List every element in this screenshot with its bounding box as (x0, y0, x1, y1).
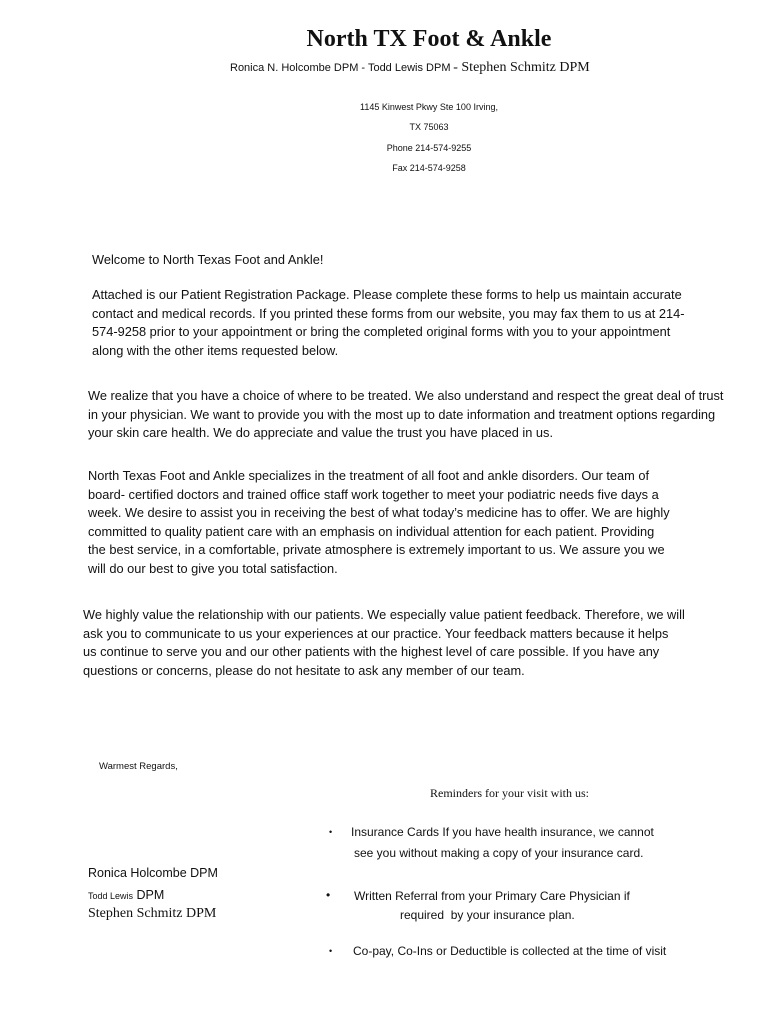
paragraph-line: your skin care health. We do appreciate and value the trust you have placed in us. (88, 425, 553, 440)
reminder-copay: Co-pay, Co-Ins or Deductible is collected at the time of visit (353, 944, 667, 958)
doctor-third: - Stephen Schmitz DPM (453, 60, 590, 75)
practice-name: North TX Foot & Ankle (306, 26, 552, 52)
signature-lewis (88, 888, 164, 902)
paragraph-choice (88, 387, 724, 443)
paragraph-line: the best service, in a comfortable, private atmosphere is extremely important to us. We assure you we (88, 542, 665, 557)
bullet-icon: • (326, 888, 331, 902)
paragraph-line: will do our best to give you total satisfaction. (88, 560, 338, 576)
paragraph-registration (92, 286, 685, 360)
bullet-icon: • (329, 946, 333, 956)
closing-regards: Warmest Regards, (99, 761, 178, 772)
paragraph-line: contact and medical records. If you printed these forms from our website, you may fax them to us at 214- (92, 305, 685, 321)
greeting: Welcome to North Texas Foot and Ankle! (92, 252, 324, 267)
phone: Phone 214-574-9255 (386, 143, 472, 153)
signature-schmitz: Stephen Schmitz DPM (88, 906, 217, 921)
paragraph-feedback (83, 606, 685, 680)
paragraph-line: 574-9258 prior to your appointment or bring the completed original forms with you to your appointment (92, 324, 671, 339)
paragraph-line: week. We desire to assist you in receiving the best of what today’s medicine has to offer. We are highly (88, 505, 670, 520)
paragraph-line: North Texas Foot and Ankle specializes in the treatment of all foot and ankle disorders. Our team of (88, 468, 649, 483)
doctors-names: Ronica N. Holcombe DPM - Todd Lewis DPM (230, 62, 451, 74)
signature-lewis-title: DPM (136, 888, 165, 902)
signature-holcombe: Ronica Holcombe DPM (88, 866, 218, 880)
address-line2: TX 75063 (409, 122, 449, 132)
paragraph-specialization (88, 467, 670, 578)
address-line1: 1145 Kinwest Pkwy Ste 100 Irving, (360, 102, 498, 112)
fax: Fax 214-574-9258 (392, 163, 466, 173)
bullet-icon: • (329, 827, 333, 837)
signature-lewis-name: Todd Lewis (88, 891, 134, 901)
paragraph-line: committed to quality patient care with an emphasis on individual attention for each patient. Providing (88, 523, 655, 539)
paragraph-line: in your physician. We want to provide you with the most up to date information and treatment options regarding (88, 406, 716, 422)
paragraph-line: along with the other items requested below. (92, 342, 339, 358)
paragraph-line: Attached is our Patient Registration Package. Please complete these forms to help us maintain accurate (92, 287, 682, 302)
reminder-insurance-line1: Insurance Cards If you have health insurance, we cannot (351, 825, 654, 839)
paragraph-line: board- certified doctors and trained office staff work together to meet your podiatric needs five days a (88, 486, 659, 502)
reminders-title: Reminders for your visit with us: (430, 786, 589, 800)
reminder-referral-line1: Written Referral from your Primary Care Physician if (354, 889, 630, 903)
doctors-line (230, 60, 590, 76)
paragraph-line: We highly value the relationship with our patients. We especially value patient feedback. Therefore, we will (83, 607, 685, 622)
reminder-referral-line2: required by your insurance plan. (400, 908, 575, 922)
reminder-insurance-line2: see you without making a copy of your insurance card. (354, 846, 644, 860)
paragraph-line: us continue to serve you and our other patients with the highest level of care possible. If you have any (83, 644, 660, 659)
paragraph-line: questions or concerns, please do not hesitate to ask any member of our team. (83, 662, 525, 678)
paragraph-line: We realize that you have a choice of where to be treated. We also understand and respect the great deal of trust (88, 388, 724, 403)
paragraph-line: ask you to communicate to us your experiences at our practice. Your feedback matters because it helps (83, 625, 669, 641)
